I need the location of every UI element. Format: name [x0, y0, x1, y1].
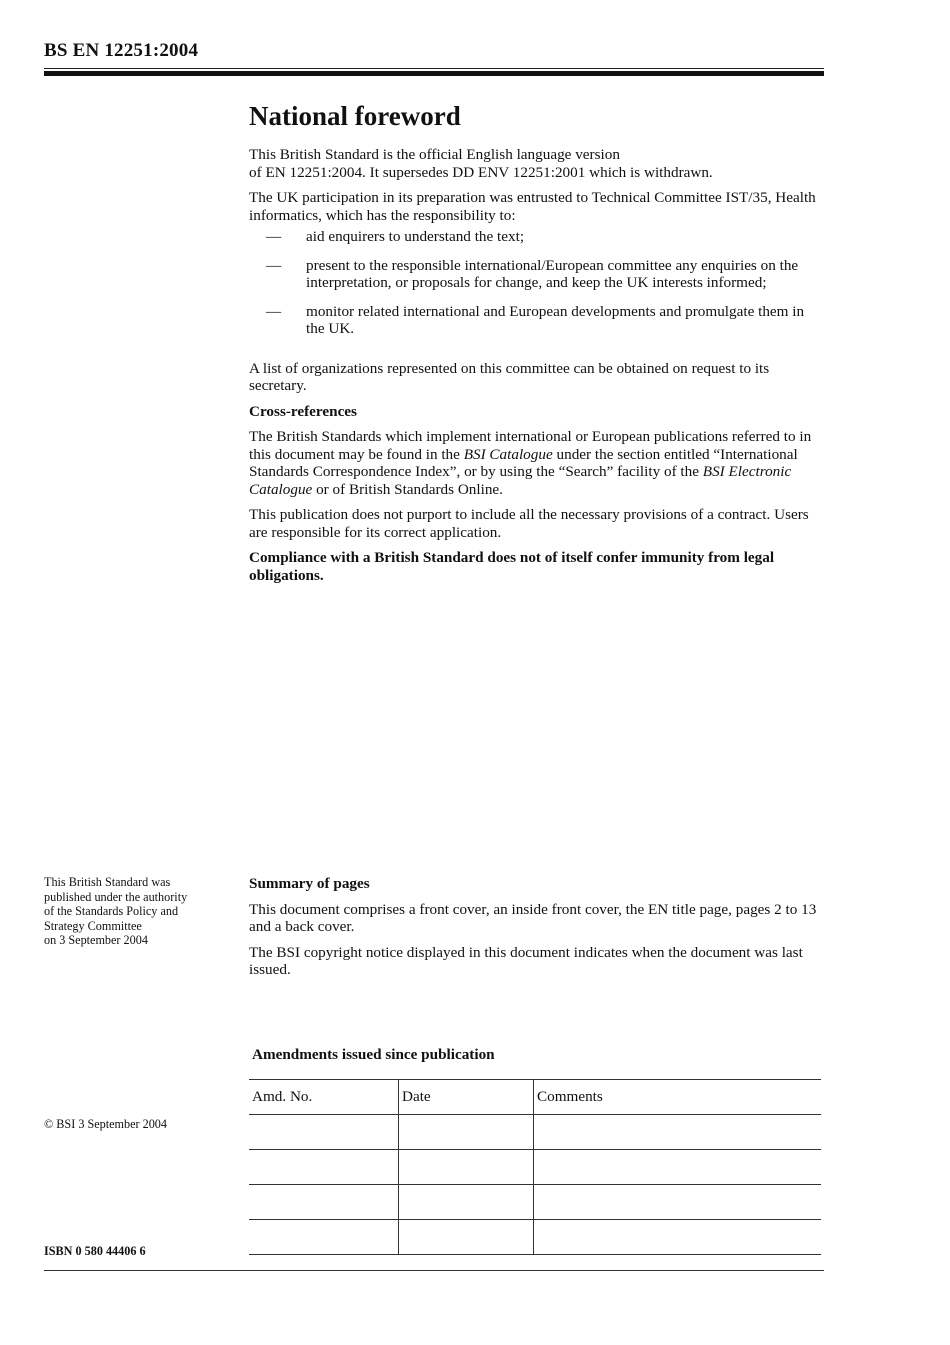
amendments-table — [249, 1079, 821, 1255]
compliance-statement: Compliance with a British Standard does not of itself confer immunity from legal obligations. — [249, 549, 775, 584]
contract-paragraph: This publication does not purport to include all the necessary provisions of a contract. Users are responsible for its correct application. — [249, 506, 809, 541]
table-cell — [249, 1220, 399, 1255]
document-number: BS EN 12251:2004 — [44, 40, 199, 61]
table-cell — [399, 1150, 534, 1185]
list-item — [249, 228, 824, 246]
copyright-line: © BSI 3 September 2004 — [44, 1117, 167, 1131]
amendments-title: Amendments issued since publication — [252, 1046, 495, 1063]
list-item-text: aid enquirers to understand the text; — [306, 228, 525, 245]
table-cell — [534, 1185, 822, 1220]
table-header-row — [249, 1080, 821, 1115]
cross-references-paragraph — [249, 428, 824, 498]
dash-bullet: — — [266, 228, 282, 245]
table-row — [249, 1220, 821, 1255]
cross-ref-text-3: or of British Standards Online. — [312, 480, 503, 498]
footer-rule — [44, 1270, 824, 1271]
national-foreword-section — [249, 100, 824, 592]
table-cell — [249, 1185, 399, 1220]
list-item-text: monitor related international and European developments and promulgate them in the UK. — [306, 302, 805, 337]
list-item — [249, 303, 824, 338]
table-cell — [534, 1150, 822, 1185]
cross-ref-text-2: under the section entitled “International Standards Correspondence Index”, or by using the “Search” facility of the — [249, 445, 798, 480]
summary-text: This document comprises a front cover, an inside front cover, the EN title page, pages 2 to 13 and a back cover. — [249, 900, 817, 935]
isbn-number: ISBN 0 580 44406 6 — [44, 1244, 146, 1258]
list-item — [249, 257, 824, 292]
table-row — [249, 1185, 821, 1220]
header-rule-thin — [44, 68, 824, 69]
table-row — [249, 1150, 821, 1185]
bsi-catalogue-title: BSI Catalogue — [463, 445, 553, 463]
table-cell — [249, 1150, 399, 1185]
cross-ref-text-1: The British Standards which implement international or European publications referred to in this document may be found in the — [249, 428, 812, 463]
column-header-date: Date — [399, 1080, 534, 1115]
participation-paragraph: The UK participation in its preparation was entrusted to Technical Committee IST/35, Health informatics, which has the responsibility to: — [249, 189, 816, 224]
column-header-comments: Comments — [534, 1080, 822, 1115]
summary-heading: Summary of pages — [249, 875, 370, 892]
table-cell — [534, 1220, 822, 1255]
copyright-notice-text: The BSI copyright notice displayed in this document indicates when the document was last issued. — [249, 943, 803, 978]
cross-references-heading: Cross-references — [249, 402, 357, 420]
table-cell — [399, 1185, 534, 1220]
page-title: National foreword — [249, 101, 461, 131]
dash-bullet: — — [266, 302, 282, 320]
table-cell — [399, 1220, 534, 1255]
table-cell — [399, 1115, 534, 1150]
list-item-text: present to the responsible international/European committee any enquiries on the interpretation, or proposals for change, and keep the UK interests informed; — [306, 256, 799, 291]
summary-of-pages-section — [249, 875, 824, 987]
table-cell — [249, 1115, 399, 1150]
responsibility-list — [249, 228, 824, 338]
table-row — [249, 1115, 821, 1150]
bsi-electronic-catalogue-title: BSI Electronic Catalogue — [249, 463, 792, 498]
intro-paragraph: This British Standard is the official English language version of EN 12251:2004. It supersedes DD ENV 12251:2001 which is withdrawn. — [249, 146, 713, 181]
dash-bullet: — — [266, 256, 282, 274]
table-cell — [534, 1115, 822, 1150]
header-rule-thick — [44, 71, 824, 76]
committee-list-paragraph: A list of organizations represented on this committee can be obtained on request to its secretary. — [249, 359, 770, 394]
column-header-amd-no: Amd. No. — [249, 1080, 399, 1115]
publication-authority-note: This British Standard was published under the authority of the Standards Policy and Strategy Committee on 3 September 2004 — [44, 875, 188, 947]
